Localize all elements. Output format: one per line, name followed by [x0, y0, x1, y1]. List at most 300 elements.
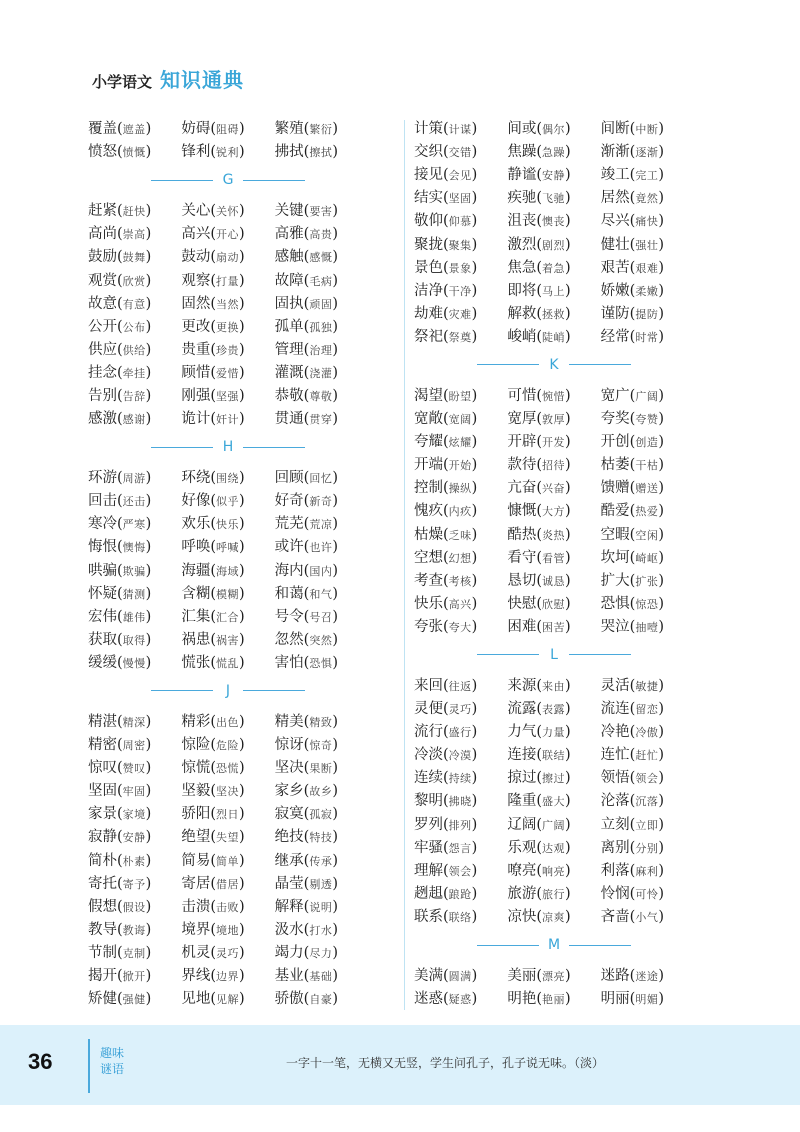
synonym-pair: 诡计(奸计): [181, 411, 245, 428]
synonym-pair: 流行(盛行): [414, 724, 478, 741]
word-row: [88, 139, 368, 162]
word: 贵重: [181, 341, 211, 358]
word: 荒芜: [274, 516, 304, 533]
word: 环游: [88, 470, 117, 487]
synonym-pair: 即将(马上): [507, 282, 571, 299]
synonym: 雄伟: [122, 610, 146, 624]
synonym: 感谢: [122, 413, 146, 427]
synonym-pair: 可惜(惋惜): [507, 387, 571, 404]
synonym-pair: 精密(周密): [88, 737, 152, 754]
synonym-pair: 来源(来由): [507, 678, 571, 695]
synonym: 感慨: [309, 251, 333, 265]
word: 流露: [507, 701, 537, 718]
synonym: 故乡: [309, 785, 333, 799]
synonym: 开心: [216, 228, 239, 242]
word: 聚拢: [414, 236, 443, 253]
synonym-pair: 沦落(沉落): [600, 793, 664, 810]
word-row: [88, 732, 368, 755]
word: 旅游: [507, 885, 537, 902]
synonym-pair: 明丽(明媚): [600, 991, 664, 1008]
synonym-pair: 恳切(诚恳): [507, 572, 571, 589]
synonym-pair: 号令(号召): [274, 608, 338, 625]
word: 沮丧: [507, 213, 537, 230]
book-title: 小学语文: [92, 73, 153, 91]
synonym: 聚集: [448, 238, 472, 252]
word-row: [414, 185, 694, 208]
word: 家乡: [274, 783, 304, 800]
word: 悔恨: [88, 539, 117, 556]
synonym-pair: 拂拭(擦拭): [274, 144, 338, 161]
word: 妨碍: [181, 121, 211, 138]
synonym: 小气: [635, 910, 659, 924]
synonym: 简单: [216, 854, 239, 868]
word-row: [88, 627, 368, 650]
word: 海疆: [181, 562, 211, 579]
word: 寒冷: [88, 516, 117, 533]
synonym-pair: 寂寞(孤寂): [274, 806, 338, 823]
synonym-pair: 缓缓(慢慢): [88, 654, 152, 671]
synonym-pair: 假想(假设): [88, 898, 152, 915]
synonym-pair: 灵活(敏捷): [600, 678, 664, 695]
synonym-pair: 困难(困苦): [507, 618, 571, 635]
synonym-pair: 祸患(祸害): [181, 631, 245, 648]
synonym-pair: 枯萎(干枯): [600, 457, 664, 474]
word: 鼓动: [181, 249, 211, 266]
word: 即将: [507, 282, 537, 299]
word: 赶紧: [88, 203, 117, 220]
synonym-pair: 妨碍(阻碍): [181, 121, 245, 138]
synonym: 欺骗: [122, 564, 146, 578]
synonym: 灵巧: [216, 946, 239, 960]
synonym: 爱惜: [216, 366, 239, 380]
synonym: 突然: [309, 633, 333, 647]
word: 惊险: [181, 737, 211, 754]
word-row: [88, 465, 368, 488]
synonym-pair: 汇集(汇合): [181, 608, 245, 625]
synonym-pair: 间断(中断): [600, 121, 664, 138]
synonym: 崇高: [122, 228, 146, 242]
synonym: 更换: [216, 320, 239, 334]
synonym: 冷漠: [448, 749, 472, 763]
synonym: 精致: [309, 716, 333, 730]
word: 力气: [507, 724, 537, 741]
word: 机灵: [181, 944, 211, 961]
section-letter: L: [550, 646, 558, 663]
synonym: 阻碍: [216, 123, 239, 137]
word: 酷爱: [600, 503, 630, 520]
synonym: 似乎: [216, 495, 239, 509]
synonym-pair: 好像(似乎): [181, 493, 245, 510]
synonym-pair: 固然(当然): [181, 295, 245, 312]
word-row: [414, 963, 694, 986]
heading-rule: [243, 447, 305, 448]
word: 亢奋: [507, 480, 537, 497]
synonym: 欣赏: [122, 274, 146, 288]
word: 假想: [88, 898, 117, 915]
word: 美丽: [507, 968, 537, 985]
word-row: [88, 986, 368, 1009]
synonym: 遮盖: [122, 123, 146, 137]
word-row: [88, 940, 368, 963]
synonym-pair: 立刻(立即): [600, 816, 664, 833]
synonym-pair: 经常(时常): [600, 328, 664, 345]
synonym: 传承: [309, 854, 333, 868]
word: 绝技: [274, 829, 304, 846]
word-row: [88, 778, 368, 801]
word-row: [414, 324, 694, 347]
word: 哄骗: [88, 562, 117, 579]
word-row: [414, 208, 694, 231]
synonym: 兴奋: [542, 482, 565, 496]
synonym-pair: 开端(开始): [414, 457, 478, 474]
word: 祭祀: [414, 328, 443, 345]
synonym-pair: 机灵(灵巧): [181, 944, 245, 961]
synonym-pair: 夸耀(炫耀): [414, 434, 478, 451]
word-row: [414, 986, 694, 1009]
synonym: 擦过: [542, 772, 565, 786]
word: 环绕: [181, 470, 211, 487]
synonym-pair: 恐惧(惊恐): [600, 595, 664, 612]
word-row: [414, 812, 694, 835]
synonym: 赶忙: [635, 749, 659, 763]
synonym-pair: 坚毅(坚决): [181, 783, 245, 800]
word-row: [414, 383, 694, 406]
word: 焦躁: [507, 144, 537, 161]
synonym: 慢慢: [122, 656, 146, 670]
synonym: 痛快: [635, 215, 659, 229]
word: 灵活: [600, 678, 630, 695]
word: 公开: [88, 318, 117, 335]
synonym: 圆满: [448, 970, 472, 984]
word-row: [88, 360, 368, 383]
synonym-pair: 供应(供给): [88, 341, 152, 358]
synonym-pair: 辽阔(广阔): [507, 816, 571, 833]
synonym-pair: 愤怒(愤慨): [88, 144, 152, 161]
synonym-pair: 冷艳(冷傲): [600, 724, 664, 741]
word: 晶莹: [274, 875, 304, 892]
word: 惊讶: [274, 737, 304, 754]
synonym-pair: 揭开(掀开): [88, 968, 152, 985]
word: 祸患: [181, 631, 211, 648]
synonym: 境地: [216, 923, 239, 937]
word-row: [414, 765, 694, 788]
synonym: 开发: [542, 436, 565, 450]
word: 覆盖: [88, 121, 117, 138]
left-column: [88, 116, 368, 1009]
synonym: 打水: [309, 923, 333, 937]
word: 联系: [414, 908, 443, 925]
synonym-pair: 理解(领会): [414, 862, 478, 879]
word: 欢乐: [181, 516, 211, 533]
word-row: [88, 337, 368, 360]
synonym: 竟然: [635, 192, 659, 206]
synonym: 自豪: [309, 993, 333, 1007]
word: 流行: [414, 724, 443, 741]
word-row: [414, 742, 694, 765]
synonym-pair: 冷淡(冷漠): [414, 747, 478, 764]
word: 回击: [88, 493, 117, 510]
word: 扩大: [600, 572, 630, 589]
synonym-pair: 美丽(漂亮): [507, 968, 571, 985]
word: 宽敞: [414, 411, 443, 428]
synonym: 时常: [635, 330, 659, 344]
synonym: 恐惧: [309, 656, 333, 670]
synonym: 精深: [122, 716, 146, 730]
word: 海内: [274, 562, 304, 579]
word: 节制: [88, 944, 117, 961]
synonym-pair: 灵便(灵巧): [414, 701, 478, 718]
synonym-pair: 沮丧(懊丧): [507, 213, 571, 230]
section-heading: [88, 429, 368, 465]
synonym: 空闲: [635, 528, 659, 542]
word: 焦急: [507, 259, 537, 276]
word: 开端: [414, 457, 443, 474]
synonym: 坚固: [448, 192, 472, 206]
synonym: 怨言: [448, 841, 472, 855]
synonym-pair: 高雅(高贵): [274, 226, 338, 243]
synonym: 计谋: [448, 123, 472, 137]
synonym-pair: 快乐(高兴): [414, 595, 478, 612]
word: 谨防: [600, 305, 630, 322]
synonym-pair: 馈赠(赠送): [600, 480, 664, 497]
synonym-pair: 愧疚(内疚): [414, 503, 478, 520]
word: 馈赠: [600, 480, 630, 497]
synonym: 灵巧: [448, 703, 472, 717]
synonym: 招待: [542, 459, 565, 473]
synonym-pair: 接见(会见): [414, 167, 478, 184]
word: 恐惧: [600, 595, 630, 612]
synonym-pair: 寄居(借居): [181, 875, 245, 892]
synonym: 陡峭: [542, 330, 565, 344]
synonym-pair: 高尚(崇高): [88, 226, 152, 243]
page-header: [92, 64, 244, 93]
synonym: 说明: [309, 900, 333, 914]
section-heading: [88, 673, 368, 709]
synonym: 仰慕: [448, 215, 472, 229]
synonym-pair: 迷惑(疑惑): [414, 991, 478, 1008]
synonym: 明媚: [635, 993, 659, 1007]
word: 黎明: [414, 793, 443, 810]
synonym: 借居: [216, 877, 239, 891]
synonym-pair: 渴望(盼望): [414, 387, 478, 404]
synonym: 立即: [635, 818, 659, 832]
word: 孤单: [274, 318, 304, 335]
heading-rule: [243, 690, 305, 691]
synonym: 宽阔: [448, 413, 472, 427]
word-section: [88, 673, 368, 1009]
synonym: 愤慨: [122, 146, 146, 160]
synonym-pair: 节制(克制): [88, 944, 152, 961]
word-row: [414, 475, 694, 498]
word: 来回: [414, 678, 443, 695]
synonym-pair: 激烈(剧烈): [507, 236, 571, 253]
word: 迷惑: [414, 991, 443, 1008]
page-footer: [0, 1025, 800, 1105]
synonym-pair: 关心(关怀): [181, 203, 245, 220]
word-row: [88, 963, 368, 986]
synonym-pair: 感激(感谢): [88, 411, 152, 428]
word-row: [414, 231, 694, 254]
synonym: 假设: [122, 900, 146, 914]
synonym: 模糊: [216, 587, 239, 601]
word: 居然: [600, 190, 630, 207]
word-row: [88, 604, 368, 627]
word: 灵便: [414, 701, 443, 718]
synonym: 柔嫩: [635, 284, 659, 298]
word-section: [414, 347, 694, 637]
riddle-label: 趣味谜语: [100, 1046, 125, 1076]
synonym-pair: 迷路(迷途): [600, 968, 664, 985]
synonym-pair: 惊讶(惊奇): [274, 737, 338, 754]
word: 开辟: [507, 434, 537, 451]
word-row: [88, 848, 368, 871]
synonym: 惊奇: [309, 739, 333, 753]
synonym-pair: 环绕(围绕): [181, 470, 245, 487]
synonym-pair: 快慰(欣慰): [507, 595, 571, 612]
word: 获取: [88, 631, 117, 648]
synonym: 飞驰: [542, 192, 565, 206]
synonym: 安静: [542, 169, 565, 183]
word: 鼓励: [88, 249, 117, 266]
synonym: 急躁: [542, 146, 565, 160]
synonym: 炫耀: [448, 436, 472, 450]
synonym-pair: 宽敞(宽阔): [414, 411, 478, 428]
synonym: 浇灌: [309, 366, 333, 380]
synonym-pair: 精彩(出色): [181, 714, 245, 731]
synonym: 艰难: [635, 261, 659, 275]
section-heading: [88, 162, 368, 198]
synonym: 响亮: [542, 864, 565, 878]
synonym: 夸赞: [635, 413, 659, 427]
word: 坚决: [274, 760, 304, 777]
word: 怜悯: [600, 885, 630, 902]
word: 恳切: [507, 572, 537, 589]
synonym: 尊敬: [309, 389, 333, 403]
synonym: 周密: [122, 739, 146, 753]
synonym: 荒凉: [309, 518, 333, 532]
word: 固然: [181, 295, 211, 312]
synonym-pair: 惊叹(赞叹): [88, 760, 152, 777]
synonym-pair: 解释(说明): [274, 898, 338, 915]
synonym-pair: 离别(分别): [600, 839, 664, 856]
series-title: 知识通典: [160, 68, 245, 92]
synonym-pair: 和蔼(和气): [274, 585, 338, 602]
word: 夸奖: [600, 411, 630, 428]
word: 连忙: [600, 747, 630, 764]
word-row: [88, 116, 368, 139]
word: 牢骚: [414, 839, 443, 856]
synonym: 干净: [448, 284, 472, 298]
synonym-pair: 精美(精致): [274, 714, 338, 731]
synonym-pair: 掠过(擦过): [507, 770, 571, 787]
word: 故障: [274, 272, 304, 289]
synonym: 高贵: [309, 228, 333, 242]
synonym-pair: 管理(治理): [274, 341, 338, 358]
synonym: 严寒: [122, 518, 146, 532]
synonym: 出色: [216, 716, 239, 730]
word-row: [88, 314, 368, 337]
synonym: 孤独: [309, 320, 333, 334]
synonym: 围绕: [216, 472, 239, 486]
synonym-pair: 覆盖(遮盖): [88, 121, 152, 138]
word: 静谧: [507, 167, 537, 184]
word: 挂念: [88, 364, 117, 381]
word-row: [88, 291, 368, 314]
heading-rule: [569, 364, 631, 365]
word: 快慰: [507, 595, 537, 612]
word: 寄托: [88, 875, 117, 892]
word: 害怕: [274, 654, 304, 671]
right-column: [414, 116, 694, 1009]
word-row: [414, 498, 694, 521]
synonym-pair: 好奇(新奇): [274, 493, 338, 510]
synonym: 还击: [122, 495, 146, 509]
word: 好像: [181, 493, 211, 510]
synonym: 果断: [309, 762, 333, 776]
synonym-pair: 家乡(故乡): [274, 783, 338, 800]
synonym: 关怀: [216, 205, 239, 219]
synonym: 大方: [542, 505, 565, 519]
synonym: 牢固: [122, 785, 146, 799]
synonym: 踉跄: [448, 887, 472, 901]
synonym-pair: 汲水(打水): [274, 921, 338, 938]
synonym: 掀开: [122, 970, 146, 984]
word: 愤怒: [88, 144, 117, 161]
synonym: 可怜: [635, 887, 659, 901]
synonym: 国内: [309, 564, 333, 578]
word-row: [414, 139, 694, 162]
synonym: 恐慌: [216, 762, 239, 776]
synonym: 扇动: [216, 251, 239, 265]
word-row: [414, 591, 694, 614]
synonym: 也许: [309, 541, 333, 555]
synonym: 坚决: [216, 785, 239, 799]
synonym-pair: 感触(感慨): [274, 249, 338, 266]
word: 号令: [274, 608, 304, 625]
word-row: [88, 198, 368, 221]
word: 沦落: [600, 793, 630, 810]
synonym: 欣慰: [542, 597, 565, 611]
word: 流连: [600, 701, 630, 718]
word: 锋利: [181, 144, 211, 161]
word: 乐观: [507, 839, 537, 856]
synonym: 凉爽: [542, 910, 565, 924]
word: 精湛: [88, 714, 117, 731]
section-letter: M: [547, 937, 561, 953]
synonym-pair: 牢骚(怨言): [414, 839, 478, 856]
word: 界线: [181, 968, 211, 985]
word: 故意: [88, 295, 117, 312]
synonym-pair: 界线(边界): [181, 968, 245, 985]
synonym: 高兴: [448, 597, 472, 611]
synonym-pair: 惊险(危险): [181, 737, 245, 754]
synonym-pair: 敬仰(仰慕): [414, 213, 478, 230]
synonym: 和气: [309, 587, 333, 601]
synonym: 会见: [448, 169, 472, 183]
word-section: [414, 116, 694, 347]
synonym: 景象: [448, 261, 472, 275]
word-row: [88, 267, 368, 290]
word: 汲水: [274, 921, 304, 938]
synonym-pair: 赶紧(赶快): [88, 203, 152, 220]
word: 哭泣: [600, 618, 630, 635]
synonym: 特技: [309, 831, 333, 845]
synonym-pair: 基业(基础): [274, 968, 338, 985]
synonym: 猜测: [122, 587, 146, 601]
synonym-pair: 寂静(安静): [88, 829, 152, 846]
synonym-pair: 怜悯(可怜): [600, 885, 664, 902]
word: 敬仰: [414, 213, 443, 230]
